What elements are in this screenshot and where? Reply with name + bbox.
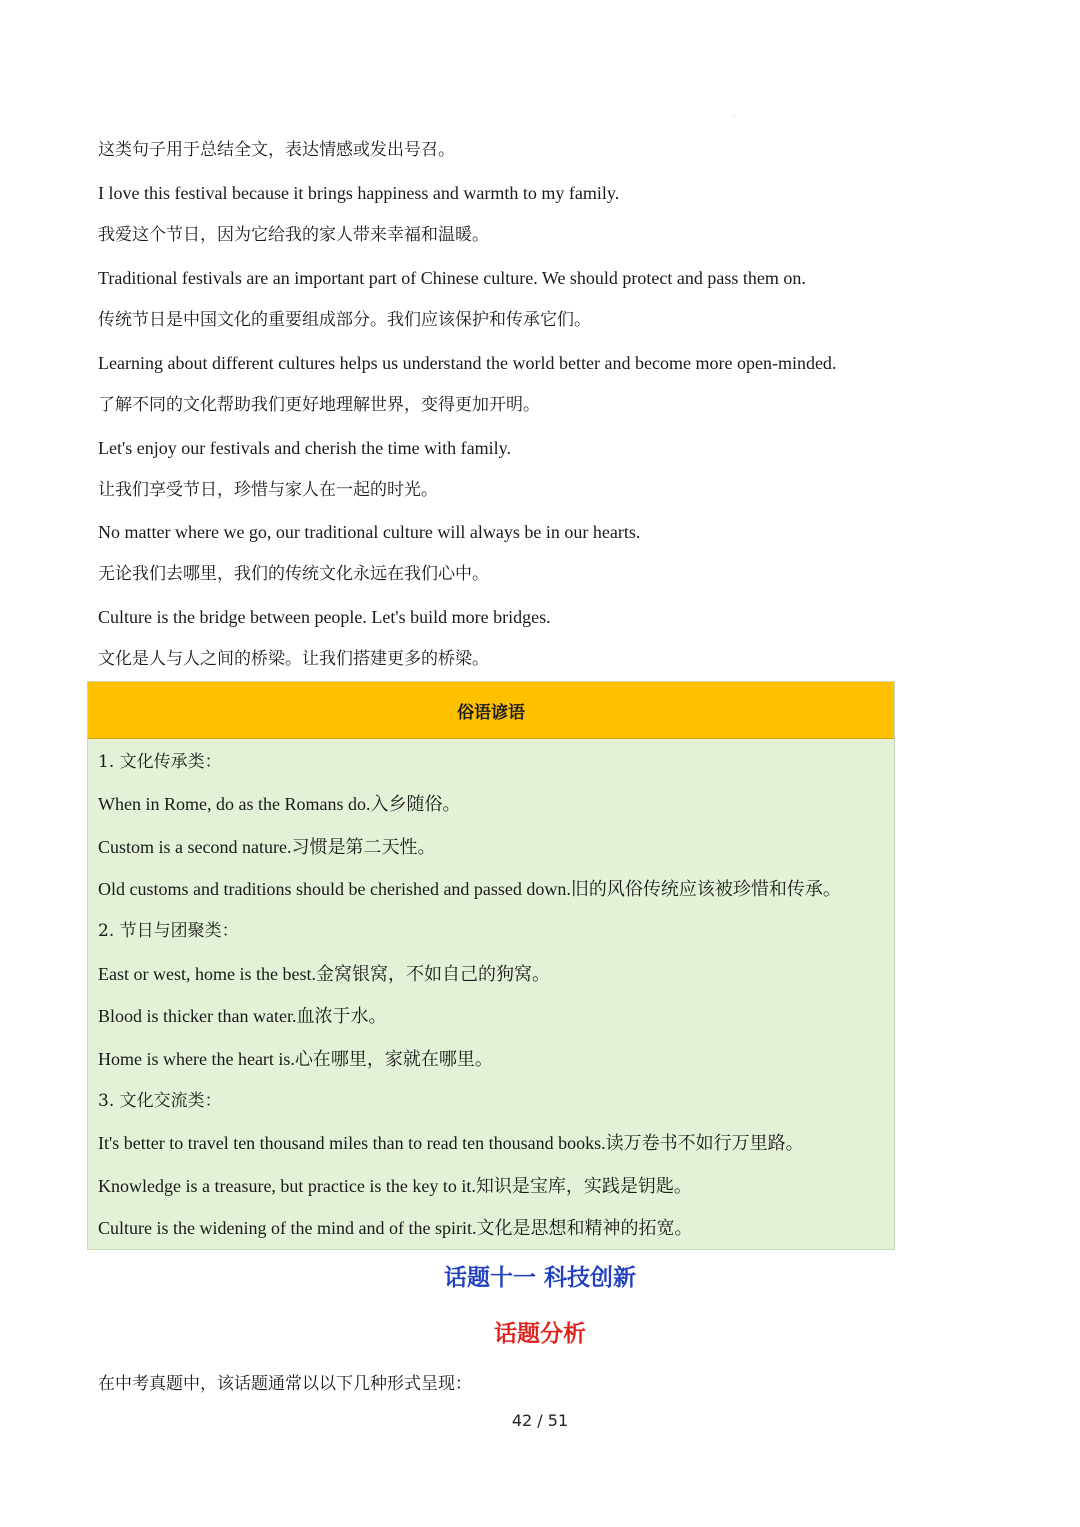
intro-text: 这类句子用于总结全文，表达情感或发出号召。 [98, 140, 455, 160]
proverb-line: Custom is a second nature.习惯是第二天性。 [98, 837, 436, 857]
sentence-zh: 了解不同的文化帮助我们更好地理解世界，变得更加开明。 [98, 395, 540, 415]
proverb-line: It's better to travel ten thousand miles than to read ten thousand books.读万卷书不如行万里路。 [98, 1133, 804, 1153]
sentence-en: Traditional festivals are an important part of Chinese culture. We should protect and pass them on. [98, 268, 806, 288]
proverb-line: Culture is the widening of the mind and of the spirit.文化是思想和精神的拓宽。 [98, 1218, 693, 1238]
proverb-line: Knowledge is a treasure, but practice is the key to it.知识是宝库，实践是钥匙。 [98, 1176, 692, 1196]
sentence-zh: 无论我们去哪里，我们的传统文化永远在我们心中。 [98, 564, 489, 584]
proverb-line: East or west, home is the best.金窝银窝，不如自己的狗窝。 [98, 964, 550, 984]
proverb-category: 2. 节日与团聚类： [98, 921, 239, 941]
sentence-zh: 让我们享受节日，珍惜与家人在一起的时光。 [98, 480, 438, 500]
proverb-line: Old customs and traditions should be cherished and passed down.旧的风俗传统应该被珍惜和传承。 [98, 879, 841, 899]
sentence-en: Learning about different cultures helps us understand the world better and become more open-minded. [98, 353, 837, 373]
sentence-en: I love this festival because it brings happiness and warmth to my family. [98, 183, 620, 203]
topic-title: 话题十一 科技创新 [443, 1264, 636, 1291]
proverbs-box [87, 681, 895, 1250]
sentence-zh: 文化是人与人之间的桥梁。让我们搭建更多的桥梁。 [98, 649, 489, 669]
proverb-line: Home is where the heart is.心在哪里，家就在哪里。 [98, 1049, 493, 1069]
proverb-category: 3. 文化交流类： [98, 1091, 222, 1111]
page-number: 42 / 51 [511, 1411, 569, 1430]
sentence-en: No matter where we go, our traditional culture will always be in our hearts. [98, 522, 641, 542]
header-mark: , [733, 112, 735, 119]
analysis-title: 话题分析 [494, 1320, 586, 1347]
proverb-line: Blood is thicker than water.血浓于水。 [98, 1006, 387, 1026]
proverb-category: 1. 文化传承类： [98, 752, 222, 772]
sentence-zh: 传统节日是中国文化的重要组成部分。我们应该保护和传承它们。 [98, 310, 591, 330]
sentence-zh: 我爱这个节日，因为它给我的家人带来幸福和温暖。 [98, 225, 489, 245]
proverbs-header: 俗语谚语 [88, 682, 894, 739]
sentence-en: Let's enjoy our festivals and cherish the time with family. [98, 438, 511, 458]
analysis-intro: 在中考真题中，该话题通常以以下几种形式呈现： [98, 1374, 472, 1394]
sentence-en: Culture is the bridge between people. Let's build more bridges. [98, 607, 551, 627]
proverb-line: When in Rome, do as the Romans do.入乡随俗。 [98, 794, 461, 814]
